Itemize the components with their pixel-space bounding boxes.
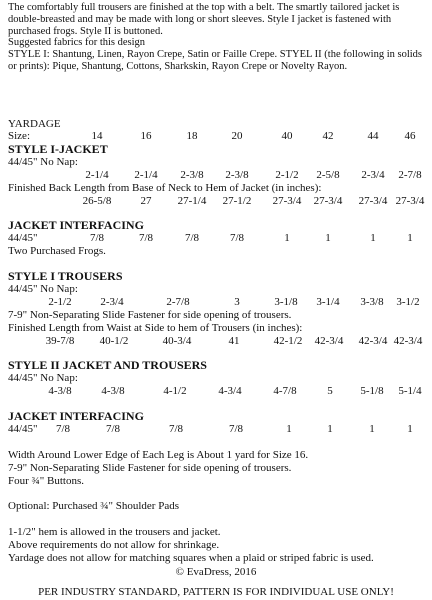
trousers-yardage-value: 3-1/8 [274,296,298,308]
back-length-value: 27-3/4 [272,195,302,207]
hem-note: 1-1/2" hem is allowed in the trousers and jacket. [8,526,221,538]
leg-width-note: Width Around Lower Edge of Each Leg is About 1 yard for Size 16. [8,449,309,461]
interfacing-value: 7/8 [229,232,245,244]
trousers-length-value: 42-3/4 [314,335,344,347]
back-length-label: Finished Back Length from Base of Neck to Hem of Jacket (in inches): [8,182,322,194]
jacket-interfacing-2-heading: JACKET INTERFACING [8,409,144,423]
jacket-interfacing-row [0,232,432,244]
interfacing-2-value: 7/8 [228,423,244,435]
shrinkage-note: Above requirements do not allow for shrinkage. [8,539,220,551]
yardage-value: 2-7/8 [398,169,422,181]
back-length-value: 27-3/4 [358,195,388,207]
interfacing-fabric: 44/45" [8,232,38,244]
size-value: 42 [322,130,334,142]
style2-yardage-row [0,385,432,397]
yardage-value: 2-1/4 [134,169,158,181]
matching-note: Yardage does not allow for matching squares when a plaid or striped fabric is used. [8,552,374,564]
trousers-yardage-value: 2-1/2 [48,296,72,308]
trousers-length-value: 40-3/4 [162,335,192,347]
interfacing-value: 7/8 [89,232,105,244]
back-length-row [0,195,432,207]
interfacing-2-value: 1 [407,423,413,435]
sizes-label: Size: [8,130,30,142]
jacket-interfacing-heading: JACKET INTERFACING [8,218,144,232]
size-value: 46 [404,130,416,142]
style2-yardage-value: 5 [327,385,333,397]
yardage-value: 2-3/8 [180,169,204,181]
trousers-length-label: Finished Length from Waist at Side to hem of Trousers (in inches): [8,322,303,334]
buttons-note: Four ¾" Buttons. [8,475,85,487]
interfacing-2-value: 7/8 [55,423,71,435]
intro-fabrics-heading: Suggested fabrics for this design [8,37,146,49]
style1-jacket-yardage-row [0,169,432,181]
jacket-interfacing-2-row [0,423,432,435]
interfacing-value: 1 [407,232,413,244]
trousers-yardage-value: 3 [234,296,240,308]
interfacing-2-value: 1 [286,423,292,435]
trousers-yardage-value: 3-3/8 [360,296,384,308]
style1-jacket-heading: STYLE I-JACKET [8,142,108,156]
intro-description: The comfortably full trousers are finished at the top with a belt. The smartly tailored jacket is double-breasted and may be made with long or short sleeves. Style I jacket is fastened with purchased frogs. Style II is buttoned. [8,2,400,37]
footer-notice: PER INDUSTRY STANDARD, PATTERN IS FOR INDIVIDUAL USE ONLY! [38,586,394,598]
interfacing-2-value: 7/8 [105,423,121,435]
interfacing-value: 1 [370,232,376,244]
intro-block [8,2,428,73]
style1-jacket-fabric: 44/45" No Nap: [8,156,78,168]
size-value: 16 [140,130,152,142]
size-value: 40 [281,130,293,142]
yardage-value: 2-5/8 [316,169,340,181]
yardage-label: YARDAGE [8,118,61,130]
size-value: 44 [367,130,379,142]
back-length-value: 27-3/4 [395,195,425,207]
style2-yardage-value: 4-3/8 [48,385,72,397]
back-length-value: 27-1/2 [222,195,252,207]
style1-trousers-yardage-row [0,296,432,308]
interfacing-value: 1 [325,232,331,244]
trousers-length-value: 39-7/8 [45,335,75,347]
trousers-length-value: 42-3/4 [358,335,388,347]
interfacing-value: 7/8 [184,232,200,244]
fastener-note: 7-9" Non-Separating Slide Fastener for side opening of trousers. [8,462,292,474]
interfacing-2-value: 1 [327,423,333,435]
trousers-length-value: 41 [228,335,240,347]
trousers-yardage-value: 3-1/2 [396,296,420,308]
shoulder-pads-note: Optional: Purchased ¾" Shoulder Pads [8,500,179,512]
back-length-value: 27 [140,195,152,207]
yardage-value: 2-1/4 [85,169,109,181]
trousers-length-value: 42-1/2 [273,335,303,347]
interfacing-2-value: 1 [369,423,375,435]
yardage-value: 2-1/2 [275,169,299,181]
style2-yardage-value: 4-7/8 [273,385,297,397]
interfacing-value: 7/8 [138,232,154,244]
interfacing-2-fabric: 44/45" [8,423,38,435]
frogs-note: Two Purchased Frogs. [8,245,106,257]
style2-heading: STYLE II JACKET AND TROUSERS [8,358,207,372]
trousers-yardage-value: 2-3/4 [100,296,124,308]
size-value: 14 [91,130,103,142]
interfacing-value: 1 [284,232,290,244]
style2-yardage-value: 4-3/4 [218,385,242,397]
interfacing-2-value: 7/8 [168,423,184,435]
back-length-value: 26-5/8 [82,195,112,207]
copyright: © EvaDress, 2016 [175,566,257,578]
style2-yardage-value: 4-3/8 [101,385,125,397]
back-length-value: 27-1/4 [177,195,207,207]
intro-fabrics-list: STYLE I: Shantung, Linen, Rayon Crepe, Satin or Faille Crepe. STYEL II (the following in solids or prints): Pique, Shantung, Cottons, Sharkskin, Rayon Crepe or Novelty Rayon. [8,49,423,72]
trousers-yardage-value: 2-7/8 [166,296,190,308]
style2-yardage-value: 5-1/4 [398,385,422,397]
style2-yardage-value: 5-1/8 [360,385,384,397]
style2-yardage-value: 4-1/2 [163,385,187,397]
back-length-value: 27-3/4 [313,195,343,207]
trousers-yardage-value: 3-1/4 [316,296,340,308]
trousers-fastener: 7-9" Non-Separating Slide Fastener for side opening of trousers. [8,309,292,321]
yardage-value: 2-3/4 [361,169,385,181]
style2-fabric: 44/45" No Nap: [8,372,78,384]
style1-trousers-heading: STYLE I TROUSERS [8,269,123,283]
trousers-length-row [0,335,432,347]
yardage-value: 2-3/8 [225,169,249,181]
trousers-length-value: 40-1/2 [99,335,129,347]
style1-trousers-fabric: 44/45" No Nap: [8,283,78,295]
sizes-row [0,130,432,142]
size-value: 20 [231,130,243,142]
size-value: 18 [186,130,198,142]
trousers-length-value: 42-3/4 [393,335,423,347]
